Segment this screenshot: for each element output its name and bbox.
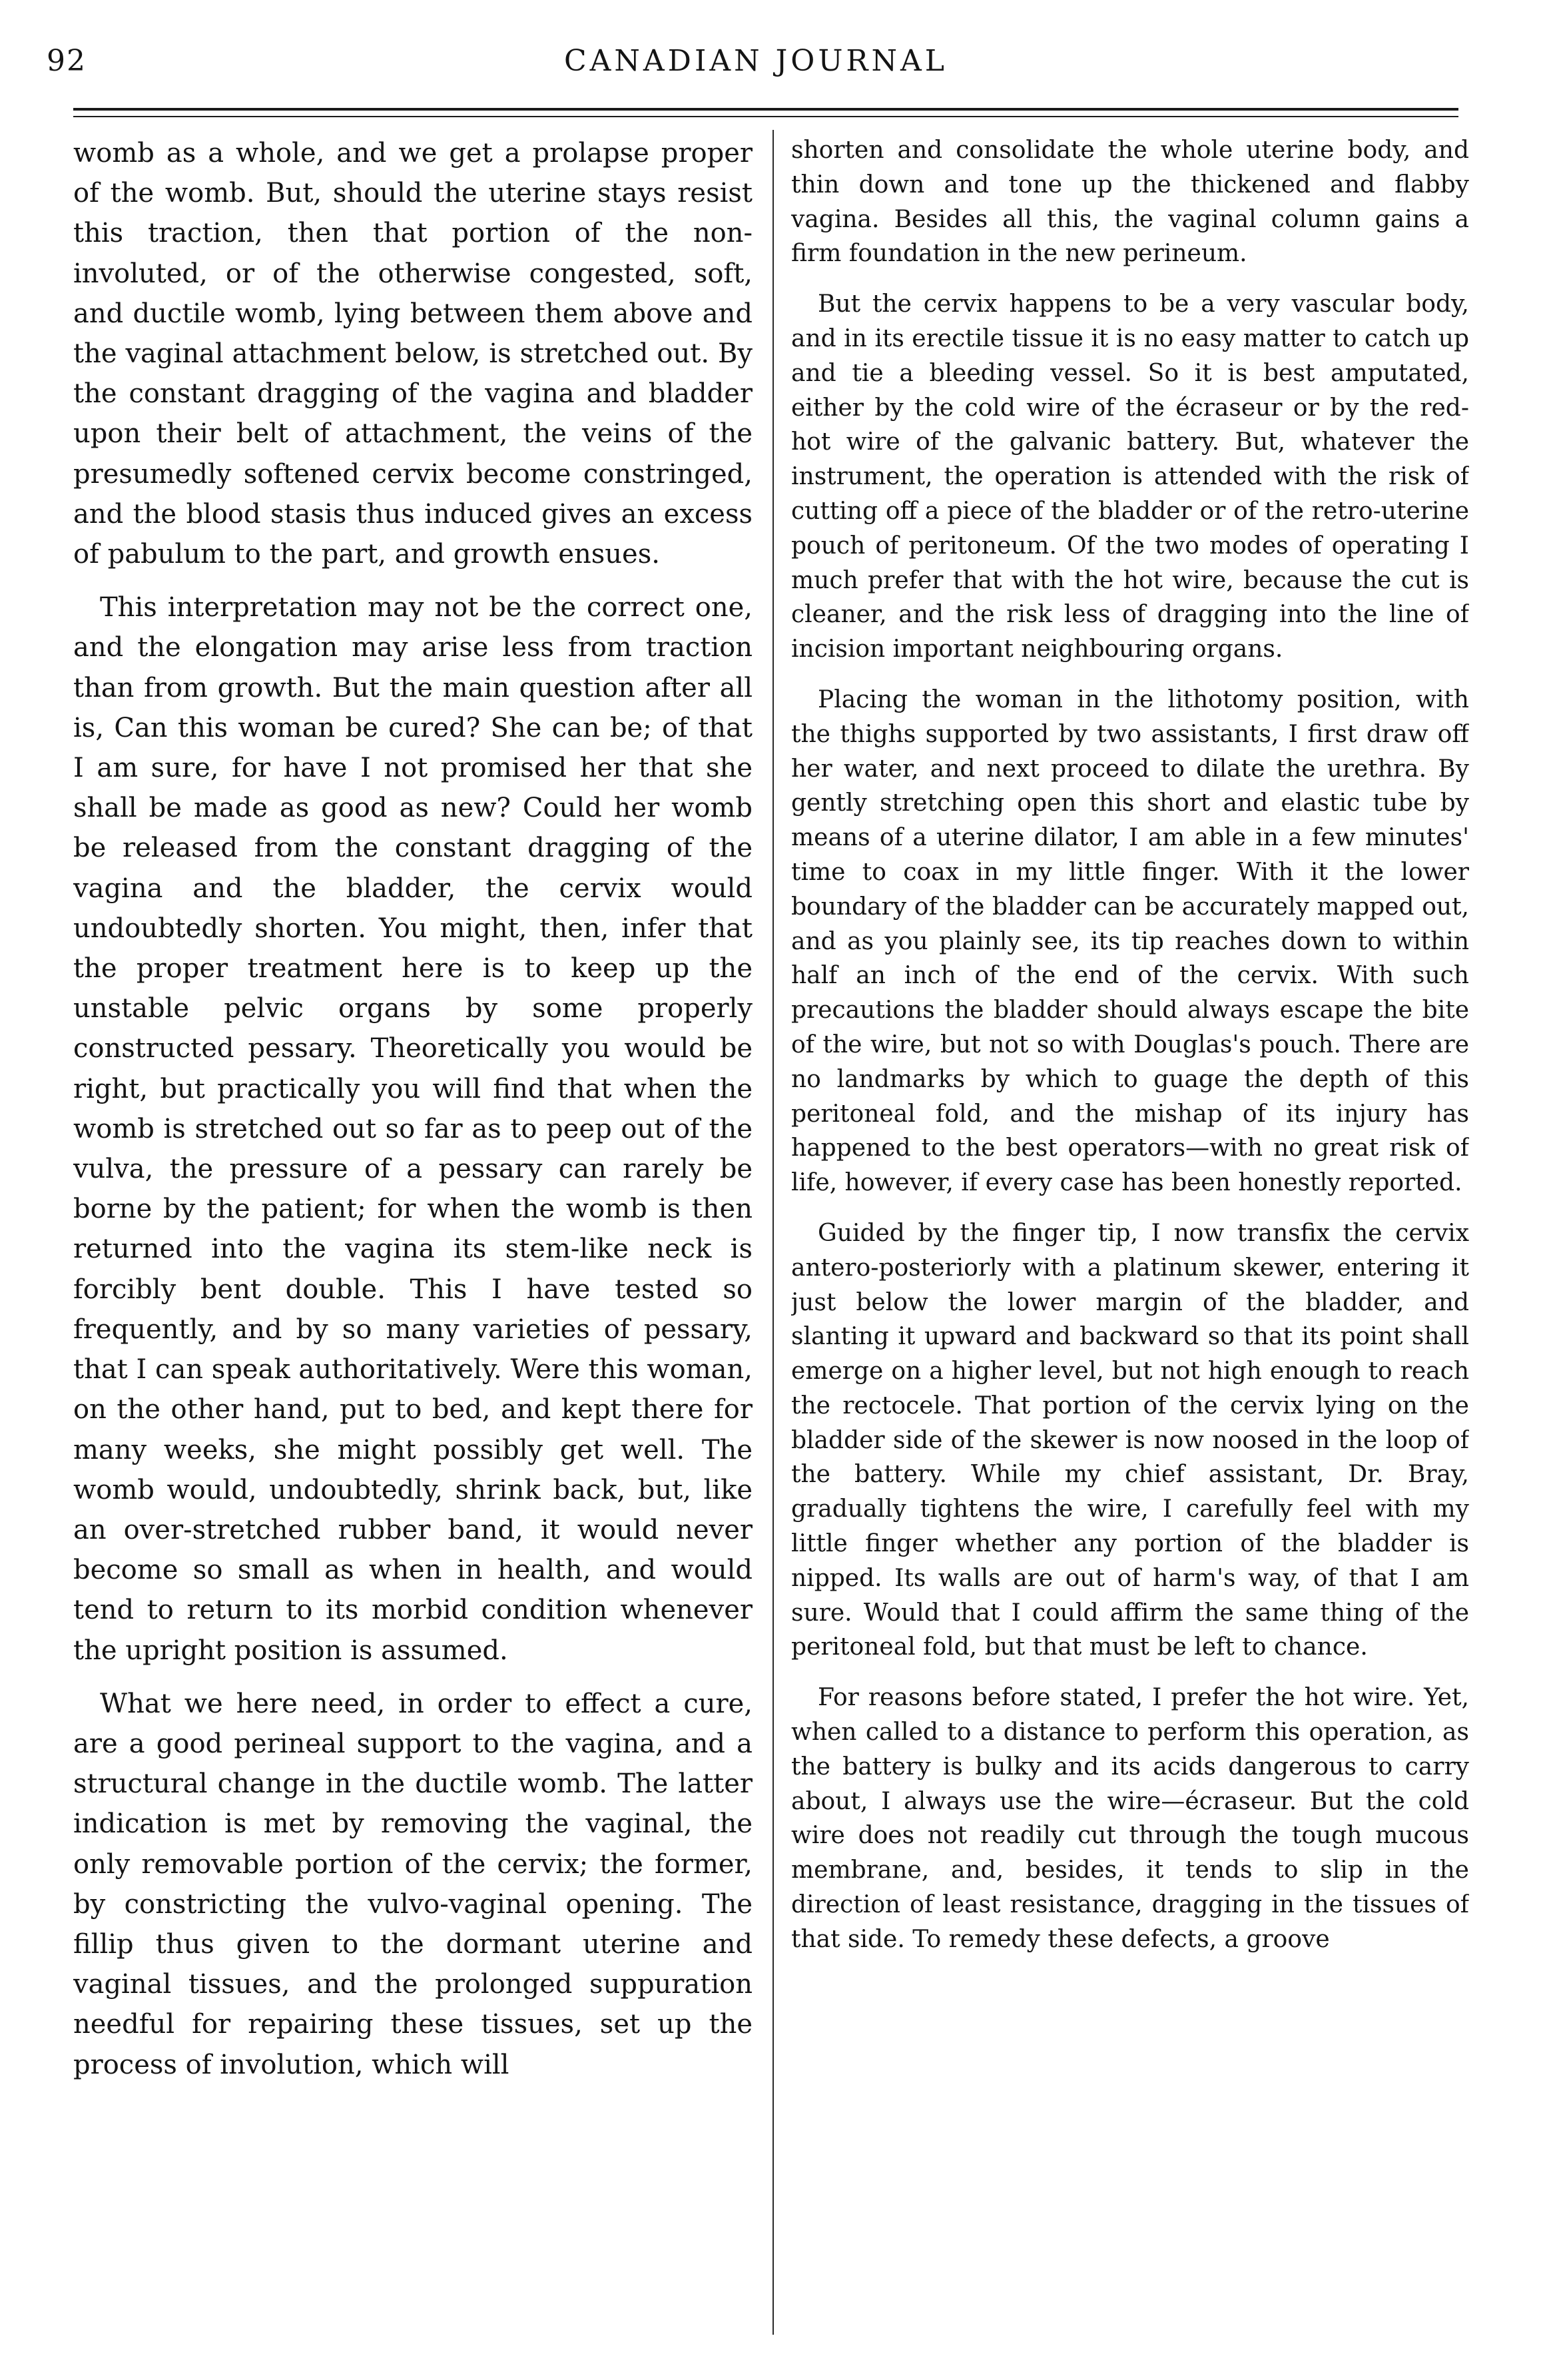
paragraph: For reasons before stated, I prefer the hot wire. Yet, when called to a distance to perform this operation, as the battery is bulky and its acids dangerous to carry about, I always use the wire—écraseur. But the cold wire does not readily cut through the tough mucous membrane, and, besides, it tends to slip in the direction of least resistance, dragging in the tissues of that side. To remedy these defects, a groove	[791, 1684, 1469, 1953]
paragraph: Guided by the finger tip, I now transfix the cervix antero-posteriorly with a platinum skewer, entering it just below the lower margin of the bladder, and slanting it upward and backward so that its point shall emerge on a higher level, but not high enough to reach the rectocele. That portion of the cervix lying on the bladder side of the skewer is now noosed in the loop of the battery. While my chief assistant, Dr. Bray, gradually tightens the wire, I carefully feel with my little finger whether any portion of the bladder is nipped. Its walls are out of harm's way, of that I am sure. Would that I could affirm the same thing of the peritoneal fold, but that must be left to chance.	[791, 1219, 1469, 1661]
running-title: CANADIAN JOURNAL	[563, 44, 948, 78]
paragraph: shorten and consolidate the whole uterine body, and thin down and tone up the thickened and flabby vagina. Besides all this, the vaginal column gains a firm foundation in the new perineum.	[791, 137, 1469, 268]
paragraph: What we here need, in order to effect a cure, are a good perineal support to the vagina, and a structural change in the ductile womb. The latter indication is met by removing the vaginal, the only removable portion of the cervix; the former, by constricting the vulvo-vaginal opening. The fillip thus given to the dormant uterine and vaginal tissues, and the prolonged suppuration needful for repairing these tissues, set up the process of involution, which will	[73, 1688, 753, 2080]
paragraph: Placing the woman in the lithotomy position, with the thighs supported by two assistants, I first draw off her water, and next proceed to dilate the urethra. By gently stretching open this short and elastic tube by means of a uterine dilator, I am able in a few minutes' time to coax in my little finger. With it the lower boundary of the bladder can be accurately mapped out, and as you plainly see, its tip reaches down to within half an inch of the end of the cervix. With such precautions the bladder should always escape the bite of the wire, but not so with Douglas's pouch. There are no landmarks by which to guage the depth of this peritoneal fold, and the mishap of its injury has happened to the best operators—with no great risk of life, however, if every case has been honestly reported.	[791, 685, 1469, 1197]
paragraph: But the cervix happens to be a very vascular body, and in its erectile tissue it is no easy matter to catch up and tie a bleeding vessel. So it is best amputated, either by the cold wire of the écraseur or by the red-hot wire of the galvanic battery. But, whatever the instrument, the operation is attended with the risk of cutting off a piece of the bladder or of the retro-uterine pouch of peritoneum. Of the two modes of operating I much prefer that with the hot wire, because the cut is cleaner, and the risk less of dragging into the line of incision important neighbouring organs.	[791, 290, 1469, 663]
header-rule-thin	[73, 116, 1458, 117]
page-header	[40, 44, 1472, 91]
column-divider	[773, 130, 774, 2335]
paragraph: womb as a whole, and we get a prolapse proper of the womb. But, should the uterine stays resist this traction, then that portion of the non-involuted, or of the otherwise congested, soft, and ductile womb, lying between them above and the vaginal attachment below, is stretched out. By the constant dragging of the vagina and bladder upon their belt of attachment, the veins of the presumedly softened cervix become constringed, and the blood stasis thus induced gives an excess of pabulum to the part, and growth ensues.	[73, 138, 753, 570]
page-number: 92	[47, 44, 87, 78]
left-column	[73, 133, 753, 2345]
right-column	[791, 133, 1469, 2345]
header-rule-thick	[73, 108, 1458, 111]
paragraph: This interpretation may not be the correct one, and the elongation may arise less from traction than from growth. But the main question after all is, Can this woman be cured? She can be; of that I am sure, for have I not promised her that she shall be made as good as new? Could her womb be released from the constant dragging of the vagina and the bladder, the cervix would undoubtedly shorten. You might, then, infer that the proper treatment here is to keep up the unstable pelvic organs by some properly constructed pessary. Theoretically you would be right, but practically you will find that when the womb is stretched out so far as to peep out of the vulva, the pressure of a pessary can rarely be borne by the patient; for when the womb is then returned into the vagina its stem-like neck is forcibly bent double. This I have tested so frequently, and by so many varieties of pessary, that I can speak authoritatively. Were this woman, on the other hand, put to bed, and kept there for many weeks, she might possibly get well. The womb would, undoubtedly, shrink back, but, like an over-stretched rubber band, it would never become so small as when in health, and would tend to return to its morbid condition whenever the upright position is assumed.	[73, 592, 753, 1666]
